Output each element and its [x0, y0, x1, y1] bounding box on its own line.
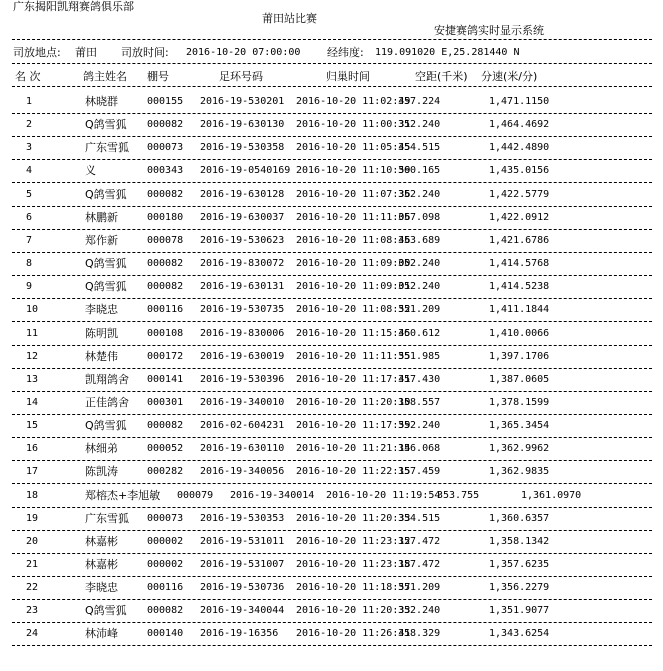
cell-ring: 2016-19-630110: [200, 443, 285, 455]
table-row: [0, 443, 663, 466]
row-divider: [12, 437, 652, 438]
cell-owner: Q鸽雪狐: [85, 419, 127, 433]
cell-distance: 352.240: [398, 188, 441, 200]
coordinates-label: 经纬度:: [327, 46, 364, 59]
cell-distance: 351.209: [398, 304, 441, 316]
cell-owner: 林晓群: [85, 95, 118, 108]
cell-shed: 000082: [147, 420, 184, 432]
row-divider: [12, 159, 652, 160]
cell-speed: 1,397.1706: [489, 350, 550, 362]
cell-owner: 陈明凯: [85, 326, 118, 340]
row-divider: [12, 414, 652, 415]
release-time-label: 司放时间:: [121, 46, 169, 59]
divider-top: [12, 39, 652, 40]
header-arrival: 归巢时间: [326, 70, 370, 83]
cell-arrival: 2016-10-20 11:17:59: [296, 420, 411, 432]
cell-distance: 354.515: [398, 142, 441, 154]
cell-arrival: 2016-10-20 11:26:41: [296, 628, 411, 640]
cell-owner: 李晓忠: [85, 581, 118, 595]
table-row: [0, 490, 663, 513]
header-speed: 分速(米/分): [481, 70, 538, 83]
cell-ring: 2016-19-530735: [200, 304, 285, 316]
cell-rank: 7: [26, 234, 33, 246]
table-row: [0, 96, 663, 119]
cell-speed: 1,343.6254: [489, 628, 550, 640]
cell-shed: 000155: [147, 96, 184, 107]
cell-ring: 2016-19-530396: [200, 373, 285, 385]
row-divider: [12, 113, 652, 114]
row-divider: [12, 622, 652, 623]
race-title: 莆田站比赛: [262, 12, 317, 25]
cell-distance: 357.224: [398, 96, 441, 107]
cell-speed: 1,422.0912: [489, 211, 550, 223]
cell-distance: 358.329: [398, 628, 441, 640]
row-divider: [12, 599, 652, 600]
row-divider: [12, 252, 652, 253]
cell-shed: 000079: [177, 489, 214, 501]
row-divider: [12, 391, 652, 392]
table-row: [0, 351, 663, 374]
cell-arrival: 2016-10-20 11:18:57: [296, 582, 411, 594]
table-row: [0, 559, 663, 582]
cell-ring: 2016-19-340014: [230, 489, 315, 501]
cell-arrival: 2016-10-20 11:23:12: [296, 535, 411, 547]
cell-rank: 13: [26, 373, 39, 385]
cell-ring: 2016-19-830072: [200, 258, 285, 270]
row-divider: [12, 553, 652, 554]
cell-rank: 3: [26, 142, 33, 154]
row-divider: [12, 345, 652, 346]
cell-shed: 000073: [147, 512, 184, 524]
row-divider: [12, 136, 652, 137]
cell-shed: 000052: [147, 443, 184, 455]
cell-ring: 2016-02-604231: [200, 420, 285, 432]
cell-owner: Q鸽雪狐: [85, 280, 127, 294]
cell-rank: 17: [26, 466, 39, 478]
cell-speed: 1,362.9835: [489, 466, 550, 478]
cell-rank: 19: [26, 512, 39, 524]
cell-owner: 广东雪狐: [85, 511, 129, 525]
cell-arrival: 2016-10-20 11:08:46: [296, 234, 411, 246]
cell-owner: 林鹏新: [85, 210, 118, 224]
cell-ring: 2016-19-0540169: [200, 165, 291, 177]
cell-ring: 2016-19-530201: [200, 96, 285, 107]
cell-ring: 2016-19-16356: [200, 628, 279, 640]
cell-distance: 357.098: [398, 211, 441, 223]
cell-rank: 18: [26, 489, 39, 501]
cell-rank: 20: [26, 535, 39, 547]
cell-shed: 000082: [147, 281, 184, 293]
cell-shed: 000116: [147, 304, 184, 316]
cell-arrival: 2016-10-20 11:23:18: [296, 559, 411, 570]
cell-distance: 352.240: [398, 258, 441, 270]
cell-ring: 2016-19-531007: [200, 559, 285, 570]
table-row: [0, 536, 663, 559]
table-row: [0, 119, 663, 142]
location-value: 莆田: [75, 46, 97, 59]
cell-speed: 1,422.5779: [489, 188, 550, 200]
cell-shed: 000002: [147, 559, 184, 570]
cell-owner: 林嘉彬: [85, 558, 118, 571]
cell-distance: 351.985: [398, 350, 441, 362]
cell-arrival: 2016-10-20 11:08:52: [296, 304, 411, 316]
cell-rank: 23: [26, 605, 39, 617]
cell-arrival: 2016-10-20 11:02:49: [296, 96, 411, 107]
cell-distance: 352.240: [398, 420, 441, 432]
cell-speed: 1,362.9962: [489, 443, 550, 455]
table-row: [0, 281, 663, 304]
release-time-value: 2016-10-20 07:00:00: [186, 47, 301, 58]
header-owner: 鸽主姓名: [83, 70, 127, 83]
cell-distance: 357.472: [398, 535, 441, 547]
coordinates-value: 119.091020 E,25.281440 N: [375, 47, 520, 58]
cell-shed: 000082: [147, 119, 184, 131]
cell-ring: 2016-19-530353: [200, 512, 285, 524]
cell-speed: 1,414.5238: [489, 281, 550, 293]
cell-ring: 2016-19-340010: [200, 396, 285, 408]
cell-ring: 2016-19-630131: [200, 281, 285, 293]
cell-shed: 000141: [147, 373, 184, 385]
cell-owner: Q鸽雪狐: [85, 118, 127, 132]
cell-distance: 352.240: [398, 281, 441, 293]
row-divider: [12, 576, 652, 577]
row-divider: [12, 229, 652, 230]
cell-shed: 000082: [147, 188, 184, 200]
table-row: [0, 582, 663, 605]
divider-info: [12, 63, 652, 64]
cell-rank: 12: [26, 350, 39, 362]
cell-arrival: 2016-10-20 11:05:45: [296, 142, 411, 154]
row-divider: [12, 530, 652, 531]
cell-arrival: 2016-10-20 11:00:31: [296, 119, 411, 131]
cell-distance: 357.459: [398, 466, 441, 478]
row-divider: [12, 460, 652, 461]
cell-ring: 2016-19-531011: [200, 535, 285, 547]
cell-speed: 1,356.2279: [489, 582, 550, 594]
cell-rank: 11: [26, 327, 39, 339]
cell-owner: 义: [85, 164, 96, 178]
cell-arrival: 2016-10-20 11:07:36: [296, 188, 411, 200]
cell-shed: 000140: [147, 628, 184, 640]
cell-arrival: 2016-10-20 11:22:15: [296, 466, 411, 478]
table-row: [0, 258, 663, 281]
cell-shed: 000082: [147, 258, 184, 270]
cell-speed: 1,387.0605: [489, 373, 550, 385]
cell-rank: 6: [26, 211, 33, 223]
cell-shed: 000301: [147, 396, 184, 408]
system-name: 安捷赛鸽实时显示系统: [434, 24, 544, 37]
row-divider: [12, 645, 652, 646]
cell-rank: 14: [26, 396, 39, 408]
cell-ring: 2016-19-340044: [200, 605, 285, 617]
cell-speed: 1,414.5768: [489, 258, 550, 270]
cell-speed: 1,351.9077: [489, 605, 550, 617]
cell-arrival: 2016-10-20 11:17:41: [296, 373, 411, 385]
cell-owner: Q鸽雪狐: [85, 257, 127, 271]
header-distance: 空距(千米): [415, 70, 468, 83]
cell-rank: 24: [26, 628, 39, 640]
cell-ring: 2016-19-530623: [200, 234, 285, 246]
cell-distance: 353.689: [398, 234, 441, 246]
club-name: 广东揭阳凯翔赛鸽俱乐部: [13, 0, 134, 13]
cell-speed: 1,442.4890: [489, 142, 550, 154]
row-divider: [12, 206, 652, 207]
table-row: [0, 304, 663, 327]
cell-rank: 10: [26, 304, 39, 316]
cell-distance: 352.240: [398, 119, 441, 131]
cell-speed: 1,421.6786: [489, 234, 550, 246]
cell-shed: 000073: [147, 142, 184, 154]
cell-ring: 2016-19-630130: [200, 119, 285, 131]
cell-rank: 9: [26, 281, 33, 293]
cell-speed: 1,378.1599: [489, 396, 550, 408]
cell-arrival: 2016-10-20 11:20:33: [296, 605, 411, 617]
cell-ring: 2016-19-530736: [200, 582, 285, 594]
cell-rank: 21: [26, 559, 39, 570]
cell-shed: 000002: [147, 535, 184, 547]
cell-distance: 357.472: [398, 559, 441, 570]
cell-owner: 正佳鸽舍: [85, 395, 129, 409]
cell-speed: 1,464.4692: [489, 119, 550, 131]
cell-distance: 360.612: [398, 327, 441, 339]
cell-owner: 郑作新: [85, 233, 118, 247]
cell-owner: 林细弟: [85, 442, 118, 456]
table-row: [0, 397, 663, 420]
cell-ring: 2016-19-830006: [200, 327, 285, 339]
row-divider: [12, 368, 652, 369]
cell-rank: 1: [26, 96, 33, 107]
cell-arrival: 2016-10-20 11:20:10: [296, 396, 411, 408]
cell-speed: 1,411.1844: [489, 304, 550, 316]
cell-owner: 林嘉彬: [85, 534, 118, 548]
table-row: [0, 142, 663, 165]
cell-shed: 000172: [147, 350, 184, 362]
cell-arrival: 2016-10-20 11:21:14: [296, 443, 411, 455]
cell-rank: 22: [26, 582, 39, 594]
table-row: [0, 513, 663, 536]
cell-ring: 2016-19-340056: [200, 466, 285, 478]
cell-distance: 354.515: [398, 512, 441, 524]
cell-speed: 1,358.1342: [489, 535, 550, 547]
row-divider: [12, 298, 652, 299]
cell-arrival: 2016-10-20 11:15:45: [296, 327, 411, 339]
row-divider: [12, 182, 652, 183]
cell-ring: 2016-19-530358: [200, 142, 285, 154]
cell-rank: 5: [26, 188, 33, 200]
cell-rank: 2: [26, 119, 33, 131]
cell-owner: Q鸽雪狐: [85, 604, 127, 618]
cell-speed: 1,410.0066: [489, 327, 550, 339]
cell-owner: 李晓忠: [85, 303, 118, 317]
location-label: 司放地点:: [13, 46, 61, 59]
cell-shed: 000343: [147, 165, 184, 177]
header-ring: 足环号码: [219, 70, 263, 83]
divider-header: [12, 86, 652, 87]
cell-distance: 357.430: [398, 373, 441, 385]
cell-rank: 4: [26, 165, 33, 177]
cell-owner: 凯翔鸽舍: [85, 372, 129, 386]
cell-speed: 1,361.0970: [521, 489, 582, 501]
table-row: [0, 466, 663, 489]
cell-owner: 林楚伟: [85, 349, 118, 363]
cell-speed: 1,435.0156: [489, 165, 550, 177]
cell-owner: 林沛峰: [85, 627, 118, 641]
cell-arrival: 2016-10-20 11:11:55: [296, 350, 411, 362]
table-row: [0, 212, 663, 235]
table-row: [0, 328, 663, 351]
cell-arrival: 2016-10-20 11:20:33: [296, 512, 411, 524]
row-divider: [12, 275, 652, 276]
cell-distance: 351.209: [398, 582, 441, 594]
cell-speed: 1,471.1150: [489, 96, 550, 107]
cell-rank: 8: [26, 258, 33, 270]
cell-arrival: 2016-10-20 11:10:59: [296, 165, 411, 177]
cell-distance: 352.240: [398, 605, 441, 617]
row-divider: [12, 507, 652, 508]
cell-ring: 2016-19-630019: [200, 350, 285, 362]
cell-arrival: 2016-10-20 11:09:01: [296, 281, 411, 293]
cell-arrival: 2016-10-20 11:19:54: [326, 489, 441, 501]
table-row: [0, 165, 663, 188]
cell-owner: 广东雪狐: [85, 141, 129, 155]
table-row: [0, 235, 663, 258]
cell-shed: 000282: [147, 466, 184, 478]
cell-rank: 16: [26, 443, 39, 455]
cell-distance: 358.557: [398, 396, 441, 408]
cell-shed: 000082: [147, 605, 184, 617]
row-divider: [12, 483, 652, 484]
cell-shed: 000180: [147, 211, 184, 223]
cell-arrival: 2016-10-20 11:09:00: [296, 258, 411, 270]
header-shed: 棚号: [147, 70, 169, 83]
cell-distance: 356.068: [398, 443, 441, 455]
cell-owner: 郑榕杰+李旭敏: [85, 488, 161, 502]
cell-ring: 2016-19-630037: [200, 211, 285, 223]
cell-owner: 陈凯涛: [85, 465, 118, 479]
cell-distance: 353.755: [437, 489, 480, 501]
cell-speed: 1,365.3454: [489, 420, 550, 432]
row-divider: [12, 321, 652, 322]
table-row: [0, 189, 663, 212]
table-row: [0, 605, 663, 628]
cell-shed: 000116: [147, 582, 184, 594]
table-row: [0, 420, 663, 443]
cell-speed: 1,357.6235: [489, 559, 550, 570]
table-row: [0, 374, 663, 397]
header-rank: 名 次: [15, 70, 41, 83]
cell-ring: 2016-19-630128: [200, 188, 285, 200]
table-row: [0, 628, 663, 651]
cell-speed: 1,360.6357: [489, 512, 550, 524]
cell-rank: 15: [26, 420, 39, 432]
cell-shed: 000108: [147, 327, 184, 339]
cell-distance: 360.165: [398, 165, 441, 177]
cell-shed: 000078: [147, 234, 184, 246]
cell-owner: Q鸽雪狐: [85, 187, 127, 201]
cell-arrival: 2016-10-20 11:11:06: [296, 211, 411, 223]
